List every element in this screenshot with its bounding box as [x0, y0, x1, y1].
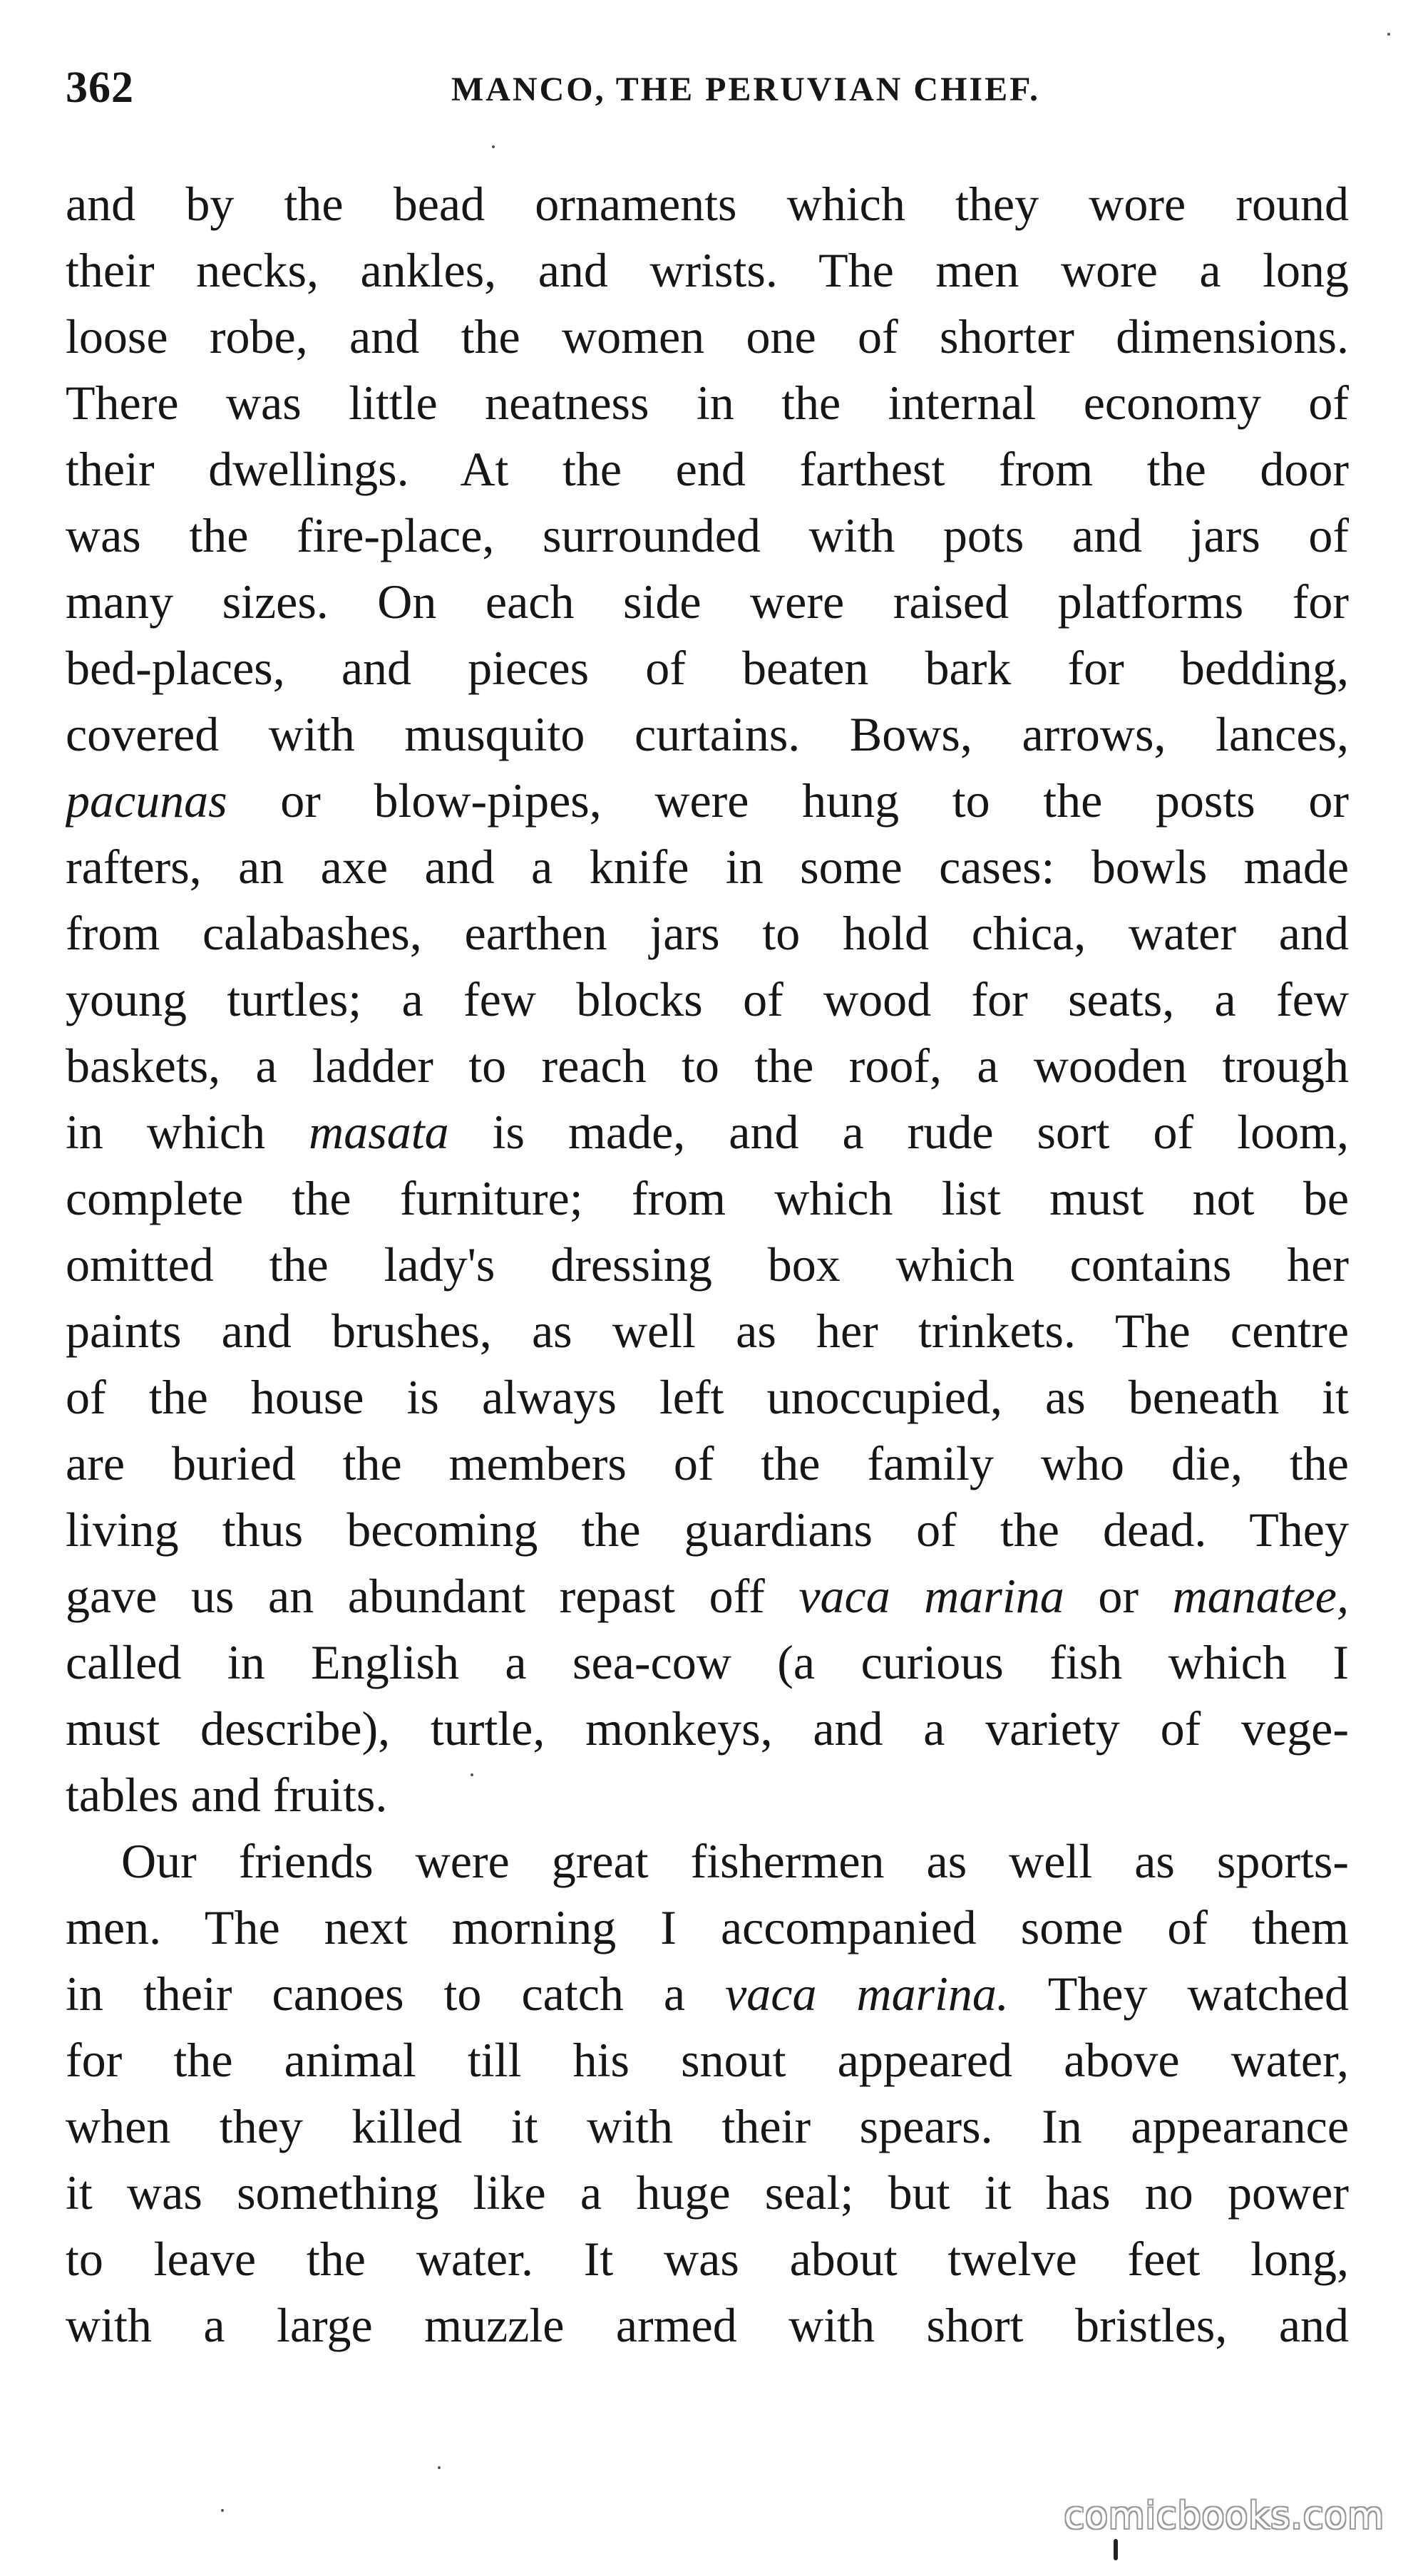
text-run: bed-places, and pieces of beaten bark for bedding,	[66, 641, 1349, 695]
text-line	[66, 2292, 1349, 2359]
page-number: 362	[66, 63, 134, 112]
text-run: for the animal till his snout appeared above water,	[66, 2033, 1349, 2087]
text-run: in which	[66, 1105, 309, 1159]
text-run: rafters, an axe and a knife in some cases: bowls made	[66, 840, 1349, 894]
text-run: in their canoes to catch a	[66, 1967, 726, 2021]
print-speck	[471, 1773, 473, 1776]
text-run: men. The next morning I accompanied some of them	[66, 1900, 1349, 1954]
text-line	[66, 1033, 1349, 1099]
text-run: or blow-pipes, were hung to the posts or	[227, 773, 1349, 828]
text-run: and by the bead ornaments which they wore round	[66, 177, 1349, 231]
text-line	[66, 1828, 1349, 1895]
italic-text: vaca marina.	[725, 1967, 1009, 2021]
text-run: are buried the members of the family who die, the	[66, 1436, 1349, 1490]
text-line	[66, 1165, 1349, 1232]
text-line	[66, 1961, 1349, 2027]
text-line	[66, 967, 1349, 1033]
text-line	[66, 304, 1349, 370]
text-run: loose robe, and the women one of shorter dimensions.	[66, 309, 1349, 364]
text-line	[66, 1298, 1349, 1364]
text-line	[66, 1762, 1349, 1828]
text-run: called in English a sea-cow (a curious fish which I	[66, 1635, 1349, 1689]
text-run: must describe), turtle, monkeys, and a variety of vege-	[66, 1701, 1349, 1756]
text-line	[66, 2093, 1349, 2160]
italic-text: manatee,	[1172, 1569, 1349, 1623]
text-run: omitted the lady's dressing box which contains her	[66, 1237, 1349, 1292]
text-run: young turtles; a few blocks of wood for seats, a few	[66, 972, 1349, 1026]
text-run: it was something like a huge seal; but it has no power	[66, 2165, 1349, 2220]
text-run: gave us an abundant repast off	[66, 1569, 799, 1623]
text-run: was the fire-place, surrounded with pots and jars of	[66, 508, 1349, 562]
text-line	[66, 237, 1349, 304]
text-line	[66, 1629, 1349, 1696]
text-line	[66, 635, 1349, 701]
text-line	[66, 768, 1349, 834]
text-run: baskets, a ladder to reach to the roof, a wooden trough	[66, 1039, 1349, 1093]
print-speck	[1114, 2539, 1118, 2560]
text-run: There was little neatness in the internal economy of	[66, 376, 1349, 430]
print-speck	[1387, 33, 1390, 36]
text-run: covered with musquito curtains. Bows, arrows, lances,	[66, 707, 1349, 761]
page-header	[66, 63, 1355, 120]
print-speck	[221, 2509, 224, 2512]
text-run: They watched	[1008, 1967, 1349, 2021]
text-run: or	[1064, 1569, 1173, 1623]
text-run: from calabashes, earthen jars to hold chica, water and	[66, 906, 1349, 960]
text-line	[66, 1563, 1349, 1629]
text-run: complete the furniture; from which list must not be	[66, 1171, 1349, 1225]
text-run: is made, and a rude sort of loom,	[448, 1105, 1349, 1159]
text-line	[66, 1497, 1349, 1563]
text-run: of the house is always left unoccupied, as beneath it	[66, 1370, 1349, 1424]
text-run: paints and brushes, as well as her trinkets. The centre	[66, 1304, 1349, 1358]
text-line	[66, 2226, 1349, 2292]
text-line	[66, 1431, 1349, 1497]
text-line	[66, 1232, 1349, 1298]
text-line	[66, 569, 1349, 635]
text-line	[66, 1099, 1349, 1165]
italic-text: pacunas	[66, 773, 227, 828]
text-line	[66, 1895, 1349, 1961]
text-line	[66, 2027, 1349, 2093]
text-line	[66, 436, 1349, 503]
text-line	[66, 900, 1349, 967]
running-head: MANCO, THE PERUVIAN CHIEF.	[451, 71, 1041, 108]
italic-text: vaca marina	[798, 1569, 1064, 1623]
text-line	[66, 2160, 1349, 2226]
text-run: when they killed it with their spears. In appearance	[66, 2099, 1349, 2153]
text-line	[66, 503, 1349, 569]
text-run: tables and fruits.	[66, 1768, 388, 1822]
text-line	[66, 834, 1349, 900]
text-run: their dwellings. At the end farthest from the door	[66, 442, 1349, 496]
watermark: comicbooks.com	[1064, 2495, 1384, 2538]
print-speck	[492, 145, 495, 148]
text-run: to leave the water. It was about twelve feet long,	[66, 2232, 1349, 2286]
print-speck	[438, 2466, 441, 2469]
text-run: many sizes. On each side were raised platforms for	[66, 575, 1349, 629]
body-text	[66, 171, 1349, 2359]
text-run: Our friends were great fishermen as well as sports-	[121, 1834, 1349, 1888]
text-line	[66, 1364, 1349, 1431]
text-line	[66, 701, 1349, 768]
text-run: their necks, ankles, and wrists. The men wore a long	[66, 243, 1349, 297]
text-run: with a large muzzle armed with short bristles, and	[66, 2298, 1349, 2352]
text-line	[66, 171, 1349, 237]
italic-text: masata	[309, 1105, 449, 1159]
text-line	[66, 1696, 1349, 1762]
text-line	[66, 370, 1349, 436]
text-run: living thus becoming the guardians of the dead. They	[66, 1503, 1349, 1557]
